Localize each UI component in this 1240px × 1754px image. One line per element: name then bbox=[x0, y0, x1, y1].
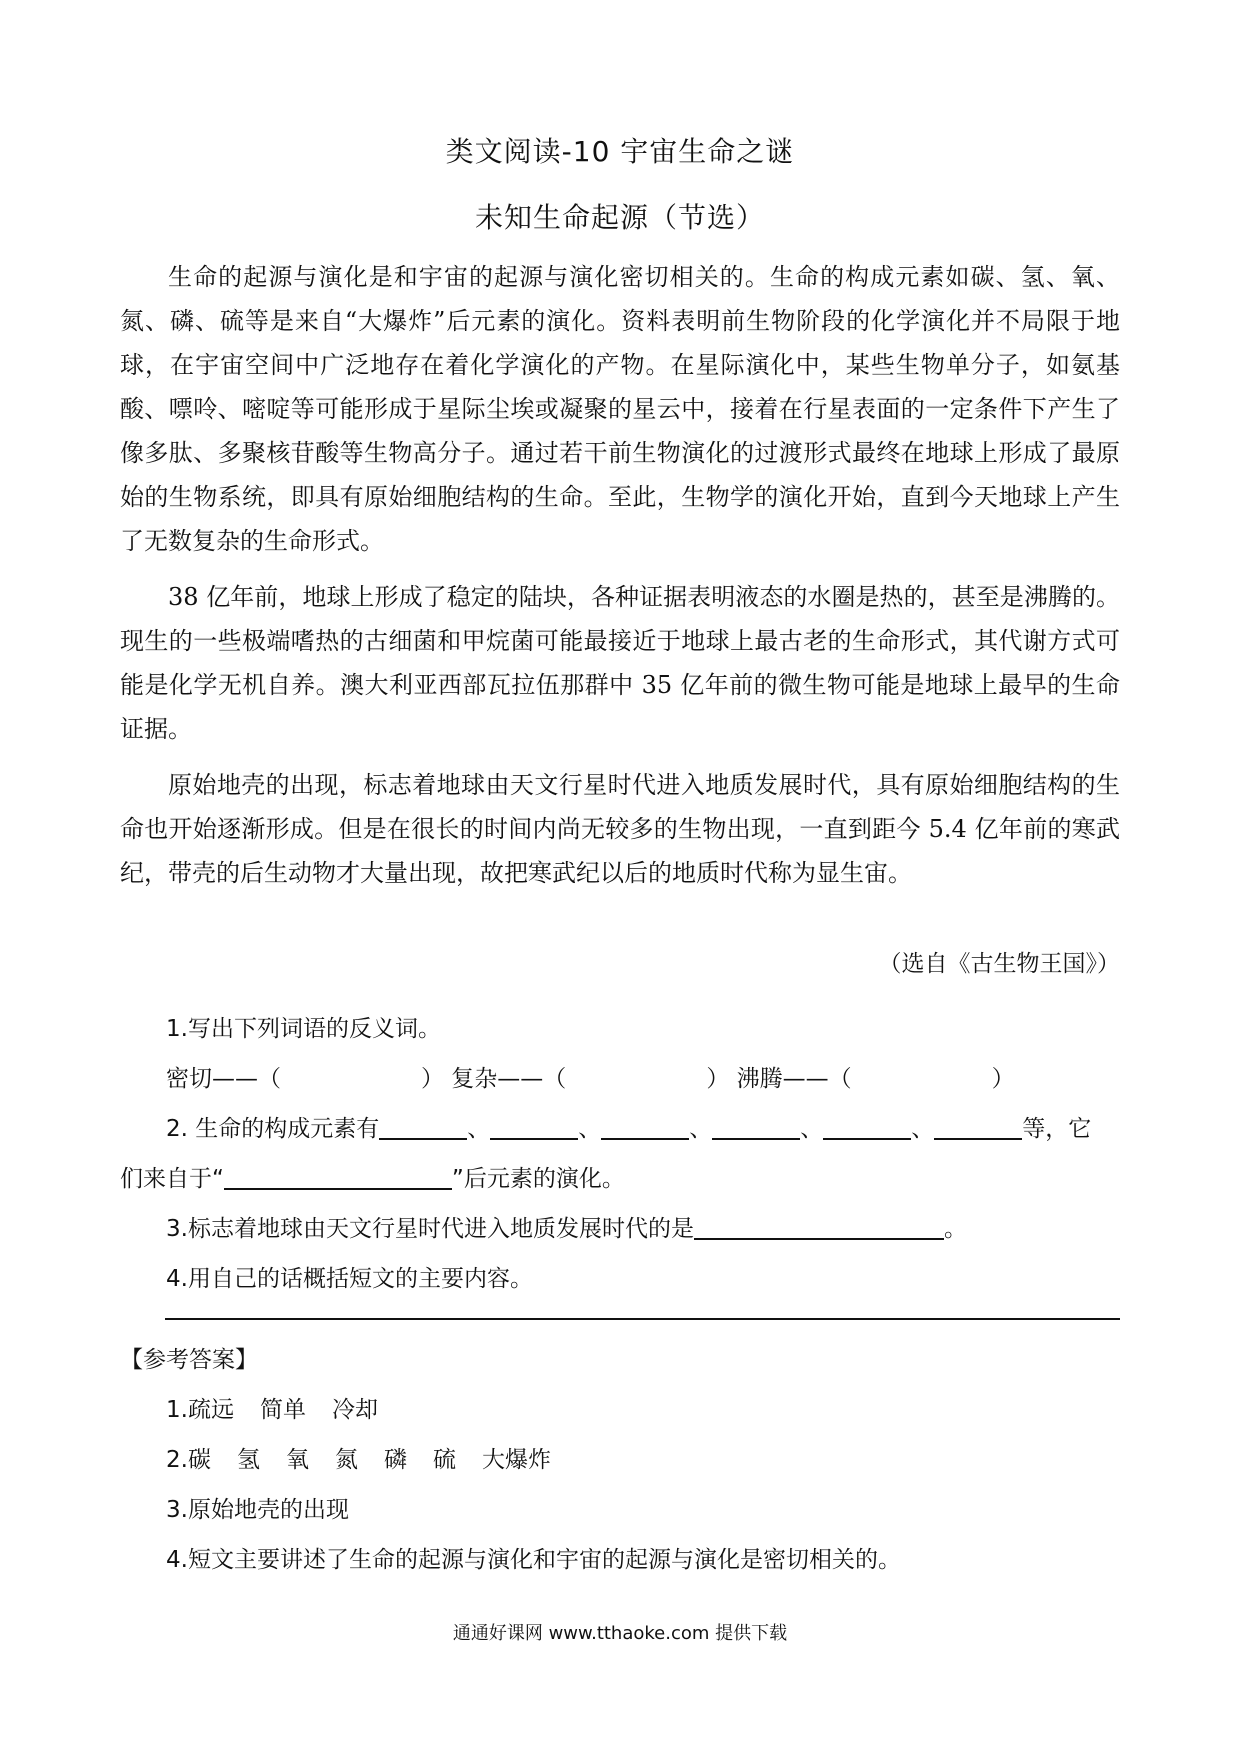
separator: 、 bbox=[467, 1116, 491, 1142]
element-blank[interactable] bbox=[934, 1112, 1022, 1140]
question-2 bbox=[120, 1104, 1120, 1154]
antonym-item: ） bbox=[991, 1066, 1015, 1092]
separator: 、 bbox=[578, 1116, 602, 1142]
questions-section bbox=[120, 1004, 1120, 1304]
page-footer: 通通好课网 www.tthaoke.com 提供下载 bbox=[452, 1623, 788, 1644]
answer-line[interactable] bbox=[165, 1318, 1120, 1320]
element-blank[interactable] bbox=[823, 1112, 911, 1140]
antonym-item: ） 复杂——（ bbox=[421, 1066, 567, 1092]
answer-word: 氧 bbox=[285, 1447, 309, 1473]
question-3-text: 3.标志着地球由天文行星时代进入地质发展时代的是 bbox=[166, 1216, 694, 1242]
question-2-text: 等，它 bbox=[1022, 1116, 1092, 1142]
question-1-items bbox=[120, 1054, 1120, 1104]
answer-word: 2.碳 bbox=[166, 1447, 211, 1473]
answer-3: 3.原始地壳的出现 bbox=[166, 1497, 349, 1523]
element-blank[interactable] bbox=[712, 1112, 800, 1140]
question-3 bbox=[120, 1204, 1120, 1254]
answer-word: 简单 bbox=[259, 1397, 306, 1423]
page-title: 类文阅读-10 宇宙生命之谜 bbox=[445, 135, 795, 168]
element-blank[interactable] bbox=[601, 1112, 689, 1140]
element-blank[interactable] bbox=[379, 1112, 467, 1140]
separator: 、 bbox=[800, 1116, 824, 1142]
answer-2 bbox=[120, 1435, 1120, 1485]
answer-word: 氮 bbox=[334, 1447, 358, 1473]
article-title: 未知生命起源（节选） bbox=[474, 201, 765, 234]
answer-word: 1.疏远 bbox=[166, 1397, 234, 1423]
origin-blank[interactable] bbox=[224, 1162, 452, 1190]
answer-word: 硫 bbox=[432, 1447, 456, 1473]
question-4: 4.用自己的话概括短文的主要内容。 bbox=[166, 1266, 533, 1292]
question-1: 1.写出下列词语的反义词。 bbox=[166, 1016, 441, 1042]
separator: 、 bbox=[911, 1116, 935, 1142]
answer-word: 氢 bbox=[236, 1447, 260, 1473]
passage-source: （选自《古生物王国》） bbox=[878, 951, 1120, 977]
antonym-item: ） 沸腾——（ bbox=[706, 1066, 852, 1092]
question-2-continued bbox=[120, 1154, 1120, 1204]
answer-blank[interactable] bbox=[694, 1212, 944, 1240]
passage-paragraph: 38 亿年前，地球上形成了稳定的陆块，各种证据表明液态的水圈是热的，甚至是沸腾的。现生的一些极端嗜热的古细菌和甲烷菌可能最接近于地球上最古老的生命形式，其代谢方式可能是化学无机自养。澳大利亚西部瓦拉伍那群中 35 亿年前的微生物可能是地球上最早的生命证据。 bbox=[120, 583, 1120, 743]
element-blank[interactable] bbox=[490, 1112, 578, 1140]
answer-word: 大爆炸 bbox=[481, 1447, 551, 1473]
answer-1 bbox=[120, 1385, 1120, 1435]
separator: 、 bbox=[689, 1116, 713, 1142]
answer-4: 4.短文主要讲述了生命的起源与演化和宇宙的起源与演化是密切相关的。 bbox=[166, 1547, 901, 1573]
question-2-text: ”后元素的演化。 bbox=[451, 1166, 625, 1192]
passage-paragraph: 生命的起源与演化是和宇宙的起源与演化密切相关的。生命的构成元素如碳、氢、氧、氮、磷、硫等是来自“大爆炸”后元素的演化。资料表明前生物阶段的化学演化并不局限于地球，在宇宙空间中广泛地存在着化学演化的产物。在星际演化中，某些生物单分子，如氨基酸、嘌呤、嘧啶等可能形成于星际尘埃或凝聚的星云中，接着在行星表面的一定条件下产生了像多肽、多聚核苷酸等生物高分子。通过若干前生物演化的过渡形式最终在地球上形成了最原始的生物系统，即具有原始细胞结构的生命。至此，生物学的演化开始，直到今天地球上产生了无数复杂的生命形式。 bbox=[120, 263, 1120, 555]
reading-passage bbox=[120, 255, 1120, 907]
answer-key-heading: 【参考答案】 bbox=[120, 1347, 258, 1373]
question-3-text: 。 bbox=[943, 1216, 967, 1242]
question-2-text: 们来自于“ bbox=[120, 1166, 224, 1192]
antonym-item: 密切——（ bbox=[166, 1066, 281, 1092]
answer-word: 磷 bbox=[383, 1447, 407, 1473]
answer-word: 冷却 bbox=[331, 1397, 378, 1423]
answer-key bbox=[120, 1335, 1120, 1585]
question-2-text: 2. 生命的构成元素有 bbox=[166, 1116, 380, 1142]
passage-paragraph: 原始地壳的出现，标志着地球由天文行星时代进入地质发展时代，具有原始细胞结构的生命也开始逐渐形成。但是在很长的时间内尚无较多的生物出现，一直到距今 5.4 亿年前的寒武纪，带壳的后生动物才大量出现，故把寒武纪以后的地质时代称为显生宙。 bbox=[120, 771, 1120, 887]
